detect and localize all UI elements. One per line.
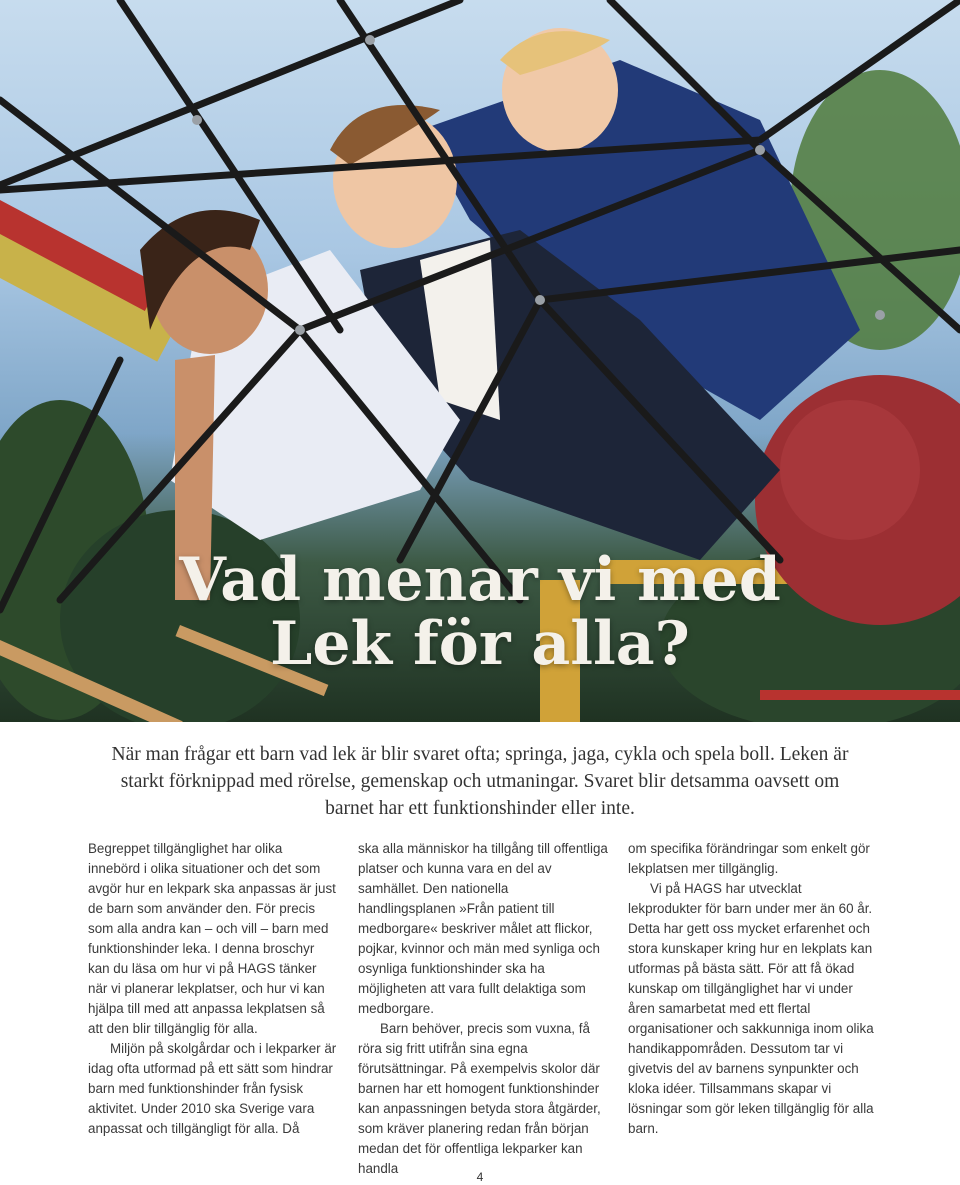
column-2-paragraph-1: ska alla människor ha tillgång till offentliga platser och kunna vara en del av samhället. Den nationella handlingsplanen »Från patient till medborgare« beskriver målet att flickor, pojkar, kvinnor och män med synliga och osynliga funktionshinder ska ha möjligheten att vara fullt delaktiga som medborgare.: [358, 841, 608, 1016]
column-3-paragraph-1: om specifika förändringar som enkelt gör lekplatsen mer tillgänglig.: [628, 841, 870, 876]
text-column-2: [358, 839, 608, 1179]
headline-line-1: Vad menar vi med: [179, 545, 781, 615]
intro-paragraph: När man frågar ett barn vad lek är blir svaret ofta; springa, jaga, cykla och spela boll. Leken är starkt förknippad med rörelse, gemenskap och utmaningar. Svaret blir detsamma oavsett om barnet har ett funktionshinder eller inte.: [111, 744, 849, 819]
page-number: 4: [476, 1170, 484, 1184]
headline-line-2: Lek för alla?: [270, 609, 690, 679]
headline: [0, 545, 960, 679]
column-1-paragraph-1: Begreppet tillgänglighet har olika innebörd i olika situationer och det som avgör hur en lekpark ska anpassas är just de barn som använder den. För precis som alla andra kan – och vill – barn med funktionshinder leka. I denna broschyr kan du läsa om hur vi på HAGS tänker när vi planerar lekplatser, och hur vi kan hjälpa till med att anpassa lekplatsen så att den blir tillgänglig för alla.: [88, 841, 336, 1036]
text-column-3: [628, 839, 878, 1139]
column-1-paragraph-2: Miljön på skolgårdar och i lekparker är idag ofta utformad på ett sätt som hindrar barn med funktionshinder från fysisk aktivitet. Under 2010 ska Sverige vara anpassat och tillgängligt för alla. Då: [88, 1041, 337, 1136]
column-3-paragraph-2: Vi på HAGS har utvecklat lekprodukter för barn under mer än 60 år. Detta har gett oss mycket erfarenhet och stora kunskaper kring hur en lekplats kan utformas på bästa sätt. För att få ökad kunskap om tillgänglighet har vi under åren samarbetat med ett flertal organisationer och sakkunniga inom olika handikappområden. Dessutom tar vi givetvis del av barnens synpunkter och kloka idéer. Tillsammans skapar vi lösningar som gör leken tillgänglig för alla barn.: [628, 881, 874, 1136]
text-column-1: [88, 839, 338, 1139]
column-2-paragraph-2: Barn behöver, precis som vuxna, få röra sig fritt utifrån sina egna förutsättningar. På exempelvis skolor där barnen har ett homogent funktionshinder kan anpassningen betyda stora åtgärder, som kräver planering redan från början medan det för offentliga lekparker kan handla: [358, 1021, 601, 1176]
